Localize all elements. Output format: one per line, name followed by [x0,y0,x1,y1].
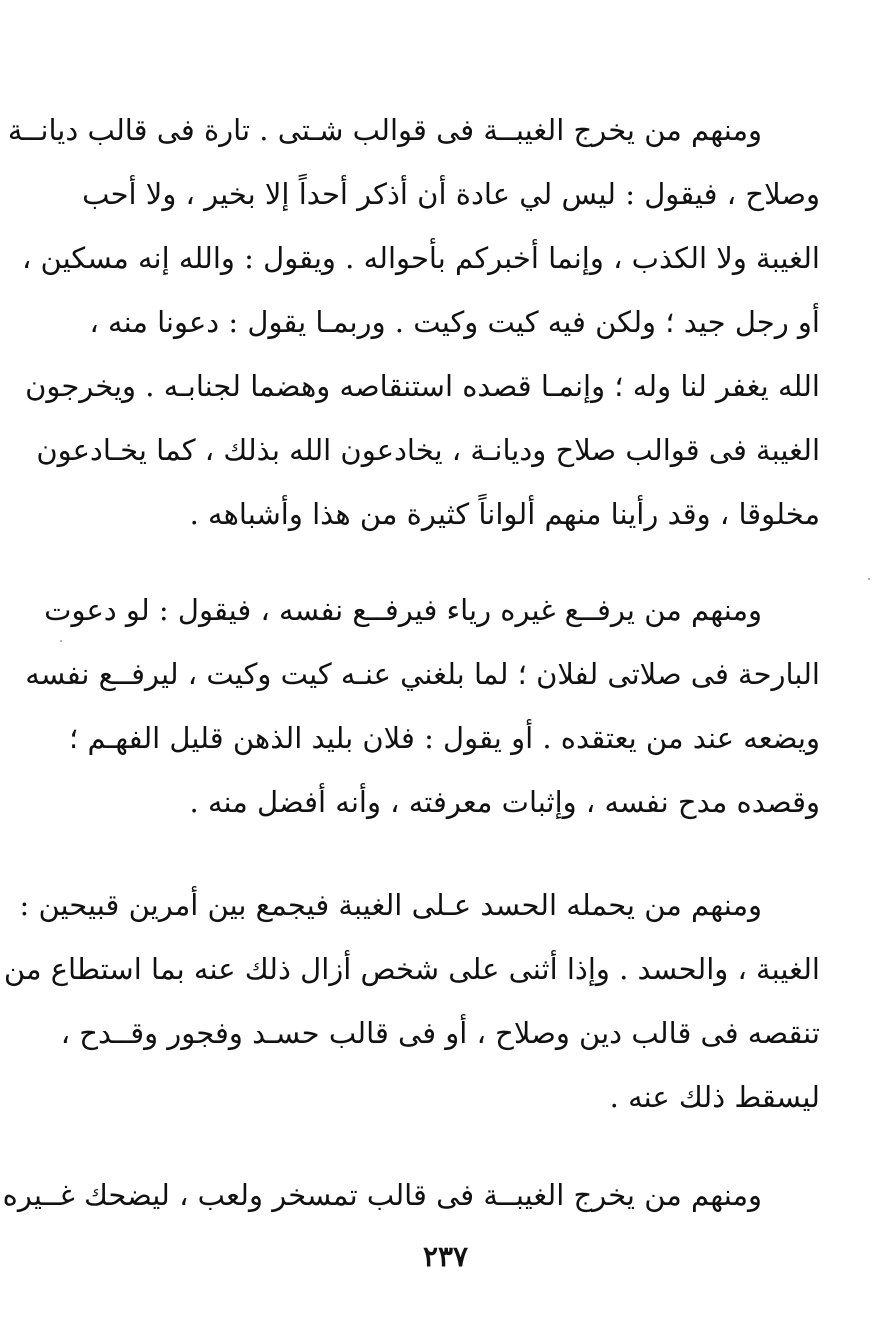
text-line: الله يغفر لنا وله ؛ وإنمـا قصده استنقاصه وهضما لجنابـه . ويخرجون [25,369,820,403]
text-line: ومنهم من يرفــع غيره رياء فيرفــع نفسه ، فيقول : لو دعوت [44,593,762,627]
scan-speck [868,578,870,580]
scan-speck [60,640,62,642]
paragraph-4 [2,1163,820,1227]
text-line: الغيبة فى قوالب صلاح وديانـة ، يخادعون الله بذلك ، كما يخـادعون [36,433,820,467]
text-line: ويضعه عند من يعتقده . أو يقول : فلان بليد الذهن قليل الفهـم ؛ [69,721,820,755]
text-line: وصلاح ، فيقول : ليس لي عادة أن أذكر أحداً إلا بخير ، ولا أحب [82,177,820,211]
text-line: ومنهم من يخرج الغيبــة فى قوالب شـتى . تارة فى قالب ديانــة [7,113,762,147]
text-line: مخلوقا ، وقد رأينا منهم ألواناً كثيرة من هذا وأشباهه . [189,497,820,531]
text-line: ومنهم من يحمله الحسد عـلى الغيبة فيجمع بين أمرين قبيحين : [19,888,762,922]
text-line: ومنهم من يخرج الغيبــة فى قالب تمسخر ولعب ، ليضحك غــيره [2,1178,762,1212]
paragraph-2 [25,578,820,834]
paragraph-1 [7,98,820,546]
text-line: وقصده مدح نفسه ، وإثبات معرفته ، وأنه أفضل منه . [189,785,820,819]
text-line: تنقصه فى قالب دين وصلاح ، أو فى قالب حسـد وفجور وقــدح ، [60,1016,820,1050]
text-line: الغيبة ، والحسد . وإذا أثنى على شخص أزال ذلك عنه بما استطاع من [3,952,820,986]
text-line: البارحة فى صلاتى لفلان ؛ لما بلغني عنـه كيت وكيت ، ليرفــع نفسه [25,657,820,691]
text-line: الغيبة ولا الكذب ، وإنما أخبركم بأحواله . ويقول : والله إنه مسكين ، [21,241,820,275]
text-line: ليسقط ذلك عنه . [609,1080,820,1114]
page-number: ٢٣٧ [422,1240,469,1273]
paragraph-3 [3,873,820,1129]
text-line: أو رجل جيد ؛ ولكن فيه كيت وكيت . وربمـا يقول : دعونا منه ، [89,305,820,339]
